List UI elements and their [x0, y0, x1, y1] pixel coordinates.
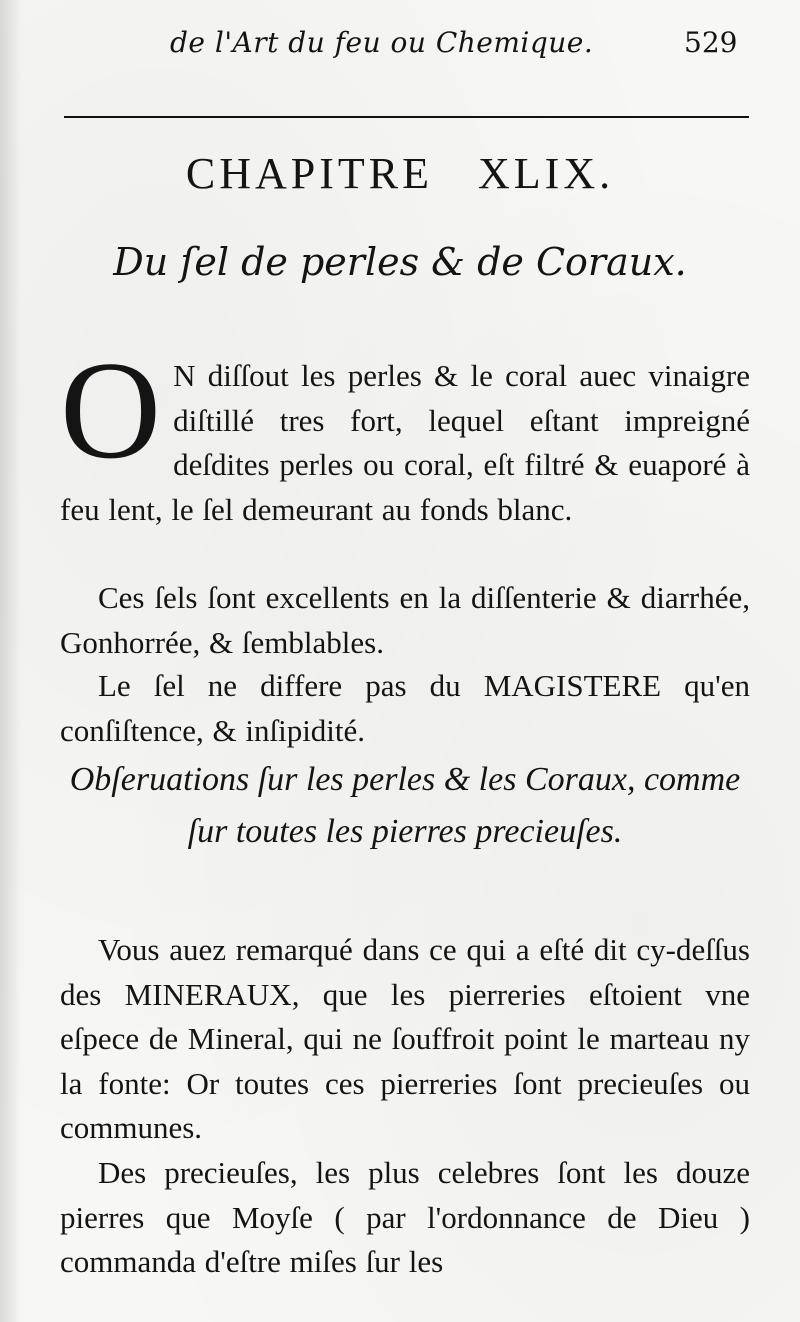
chapter-heading: CHAPITRE XLIX.	[185, 149, 615, 198]
paragraph-5: Des precieuſes, les plus celebres ſont les douze pierres que Moyſe ( par l'ordonnance de Dieu ) commanda d'eſtre miſes ſur les	[60, 1155, 750, 1279]
header-rule	[64, 116, 749, 118]
section-title: Du ſel de perles & de Coraux.	[113, 240, 687, 284]
paragraph-3: Le ſel ne differe pas du MAGISTERE qu'en conſiſtence, & inſipidité.	[60, 668, 750, 748]
page-number: 529	[684, 26, 738, 59]
drop-cap: O	[60, 333, 162, 488]
paragraph-1-text: N diſſout les perles & le coral auec vinaigre diſtillé tres fort, lequel eſtant impreigné deſdites perles ou coral, eſt filtré & euaporé à feu lent, le ſel demeurant au fonds blanc.	[60, 358, 750, 527]
paragraph-4: Vous auez remarqué dans ce qui a eſté dit cy-deſſus des MINERAUX, que les pierreries eſtoient vne eſpece de Mineral, qui ne ſouffroit point le marteau ny la fonte: Or toutes ces pierreries ſont precieuſes ou communes.	[60, 932, 750, 1145]
running-head: de l'Art du feu ou Chemique.	[170, 26, 594, 59]
paragraph-1	[60, 333, 750, 532]
paragraph-2: Ces ſels ſont excellents en la diſſenterie & diarrhée, Gonhorrée, & ſemblables.	[60, 580, 750, 660]
observation-title: Obſeruations ſur les perles & les Coraux, comme ſur toutes les pierres precieuſes.	[69, 761, 741, 850]
